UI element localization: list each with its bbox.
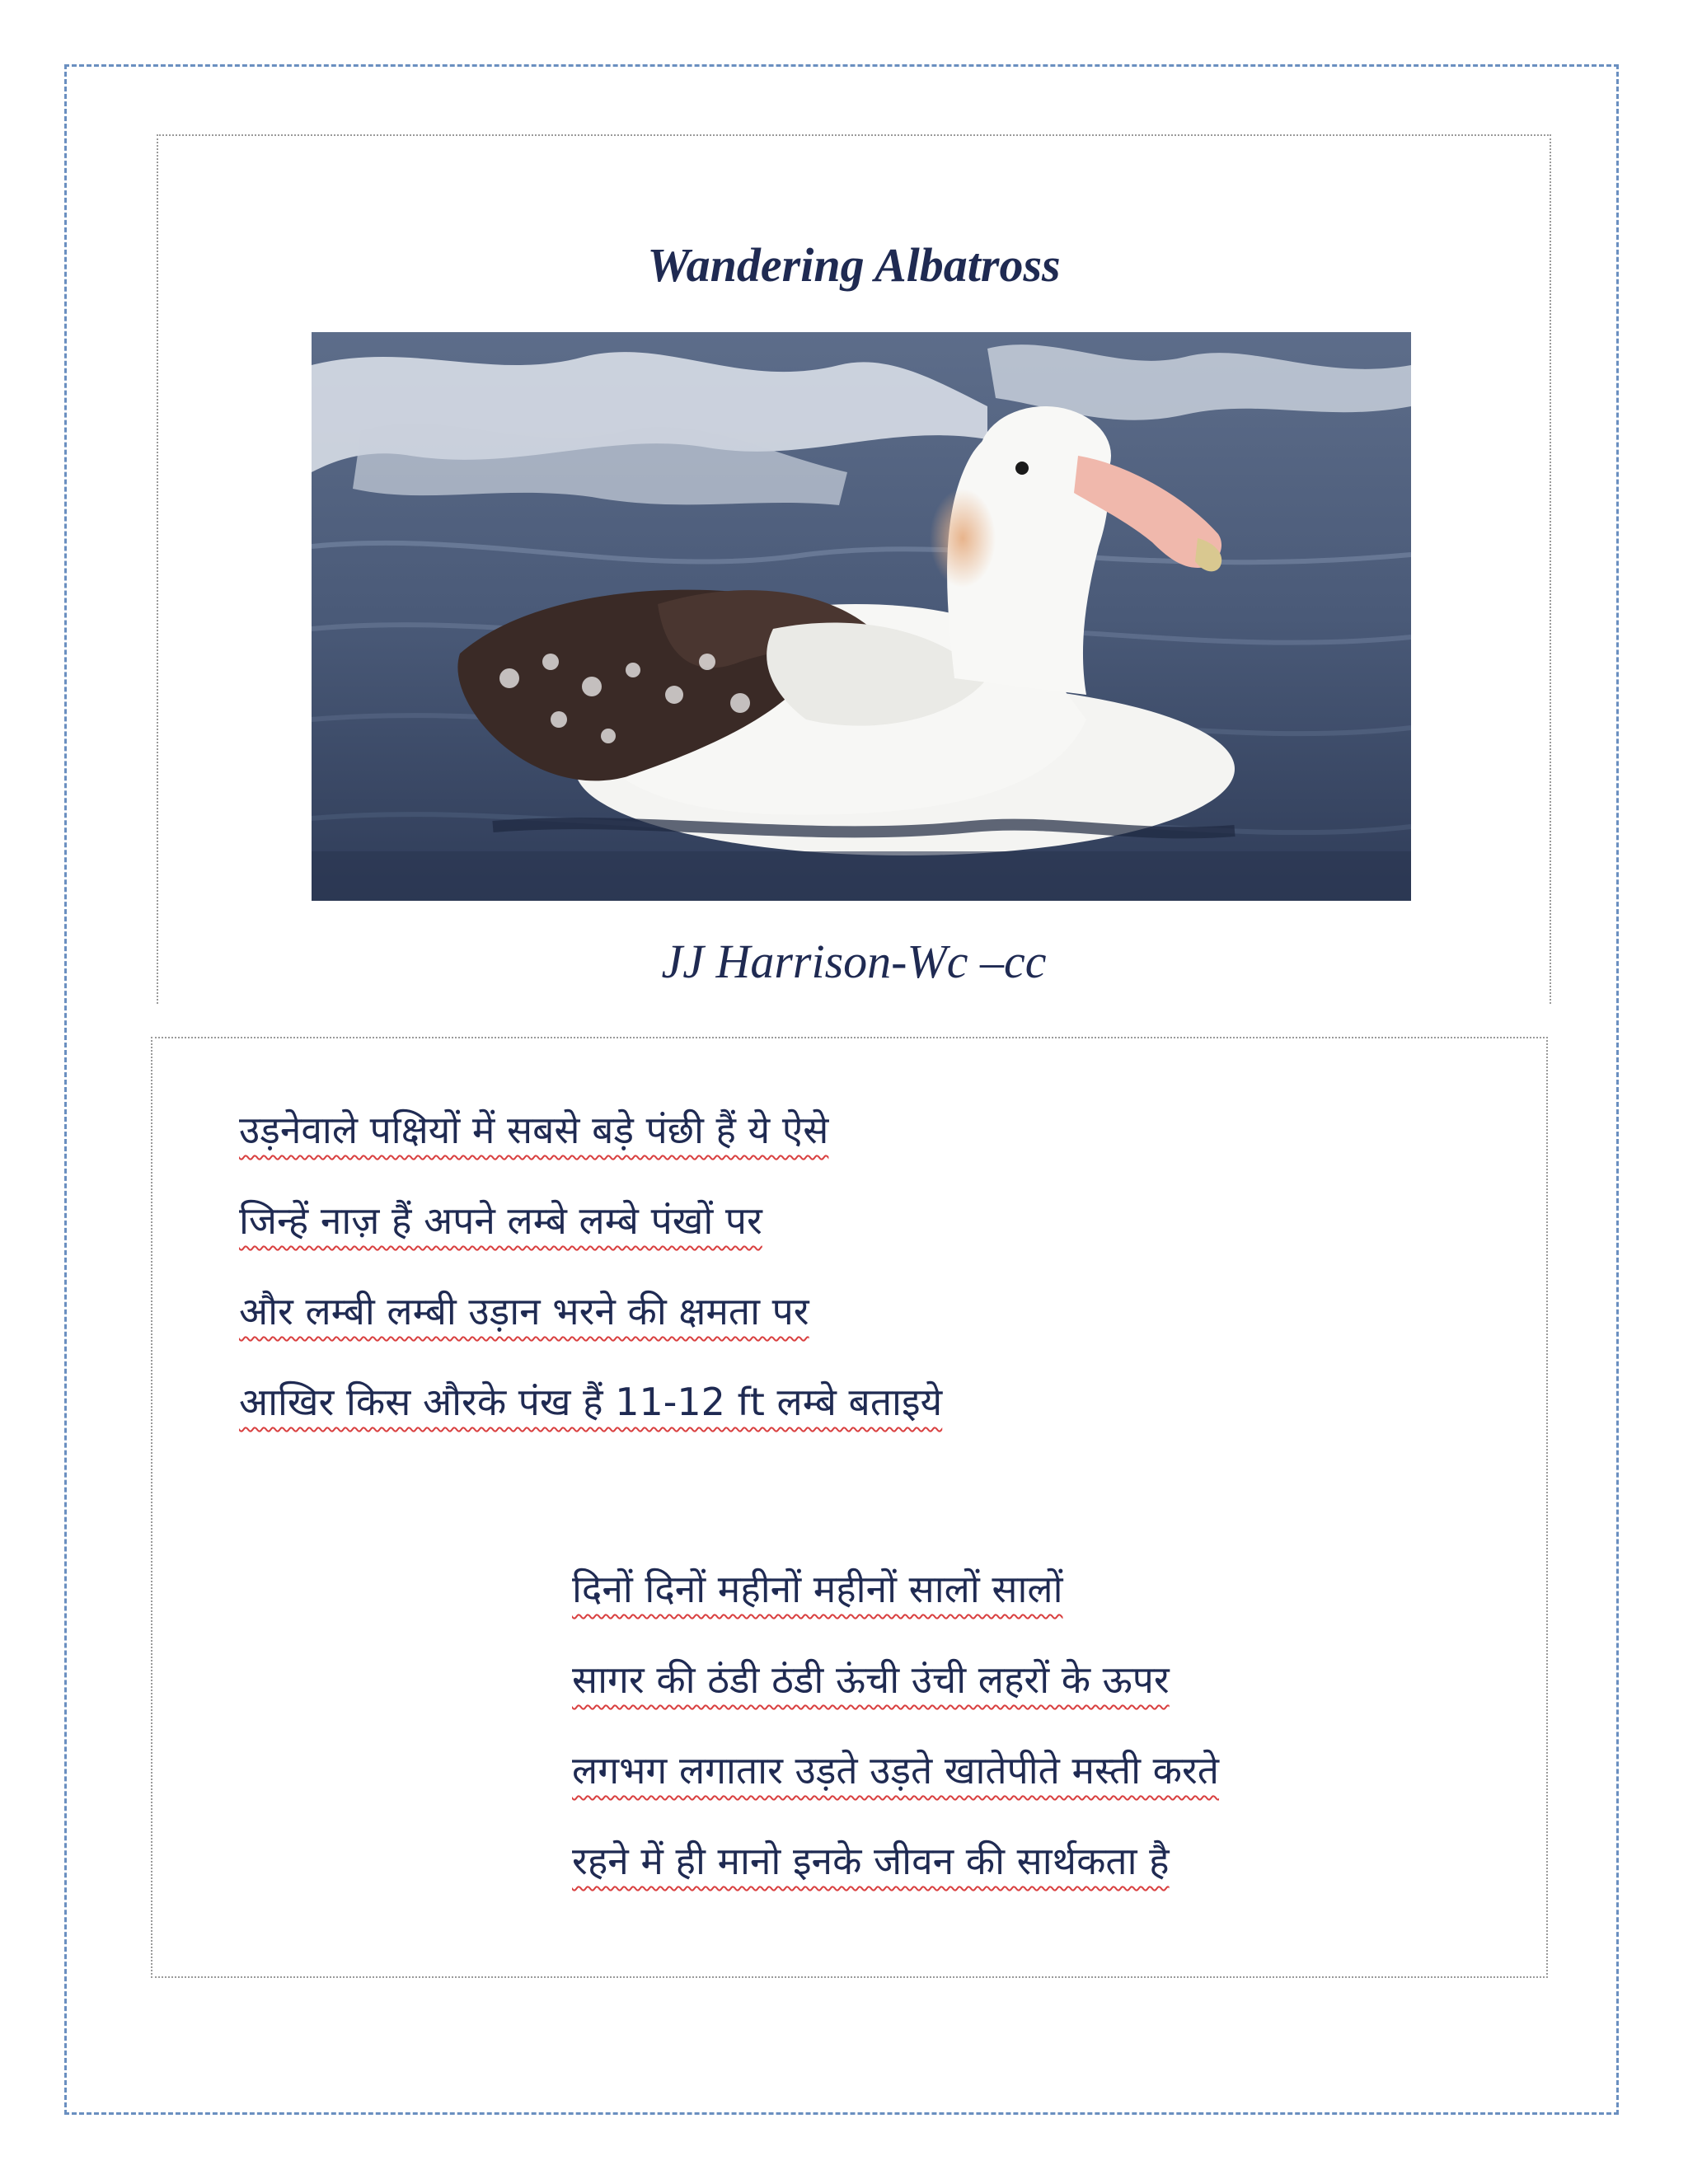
photo-credit: JJ Harrison-Wc –cc xyxy=(661,935,1047,988)
poem-line: दिनों दिनों महीनों महीनों सालों सालों xyxy=(572,1567,1063,1611)
albatross-photo xyxy=(312,332,1411,901)
poem-stanza-1 xyxy=(239,1085,942,1447)
poem-stanza-2 xyxy=(572,1544,1219,1906)
poem-line: रहने में ही मानो इनके जीवन की सार्थकता है xyxy=(572,1839,1170,1883)
poem-line: आखिर किस औरके पंख हैं 11-12 ft लम्बे बताइये xyxy=(239,1380,943,1424)
poem-line: लगभग लगातार उड़ते उड़ते खातेपीते मस्ती करते xyxy=(572,1748,1220,1793)
poem-line: जिन्हें नाज़ हैं अपने लम्बे लम्बे पंखों पर xyxy=(239,1198,762,1243)
poem-line: सागर की ठंडी ठंडी ऊंची उंची लहरों के ऊपर xyxy=(572,1657,1170,1702)
poem-line: उड़नेवाले पक्षियों में सबसे बड़े पंछी हैं ये ऐसे xyxy=(239,1108,829,1152)
page-title: Wandering Albatross xyxy=(647,238,1061,292)
poem-line: और लम्बी लम्बी उड़ान भरने की क्षमता पर xyxy=(239,1289,809,1333)
